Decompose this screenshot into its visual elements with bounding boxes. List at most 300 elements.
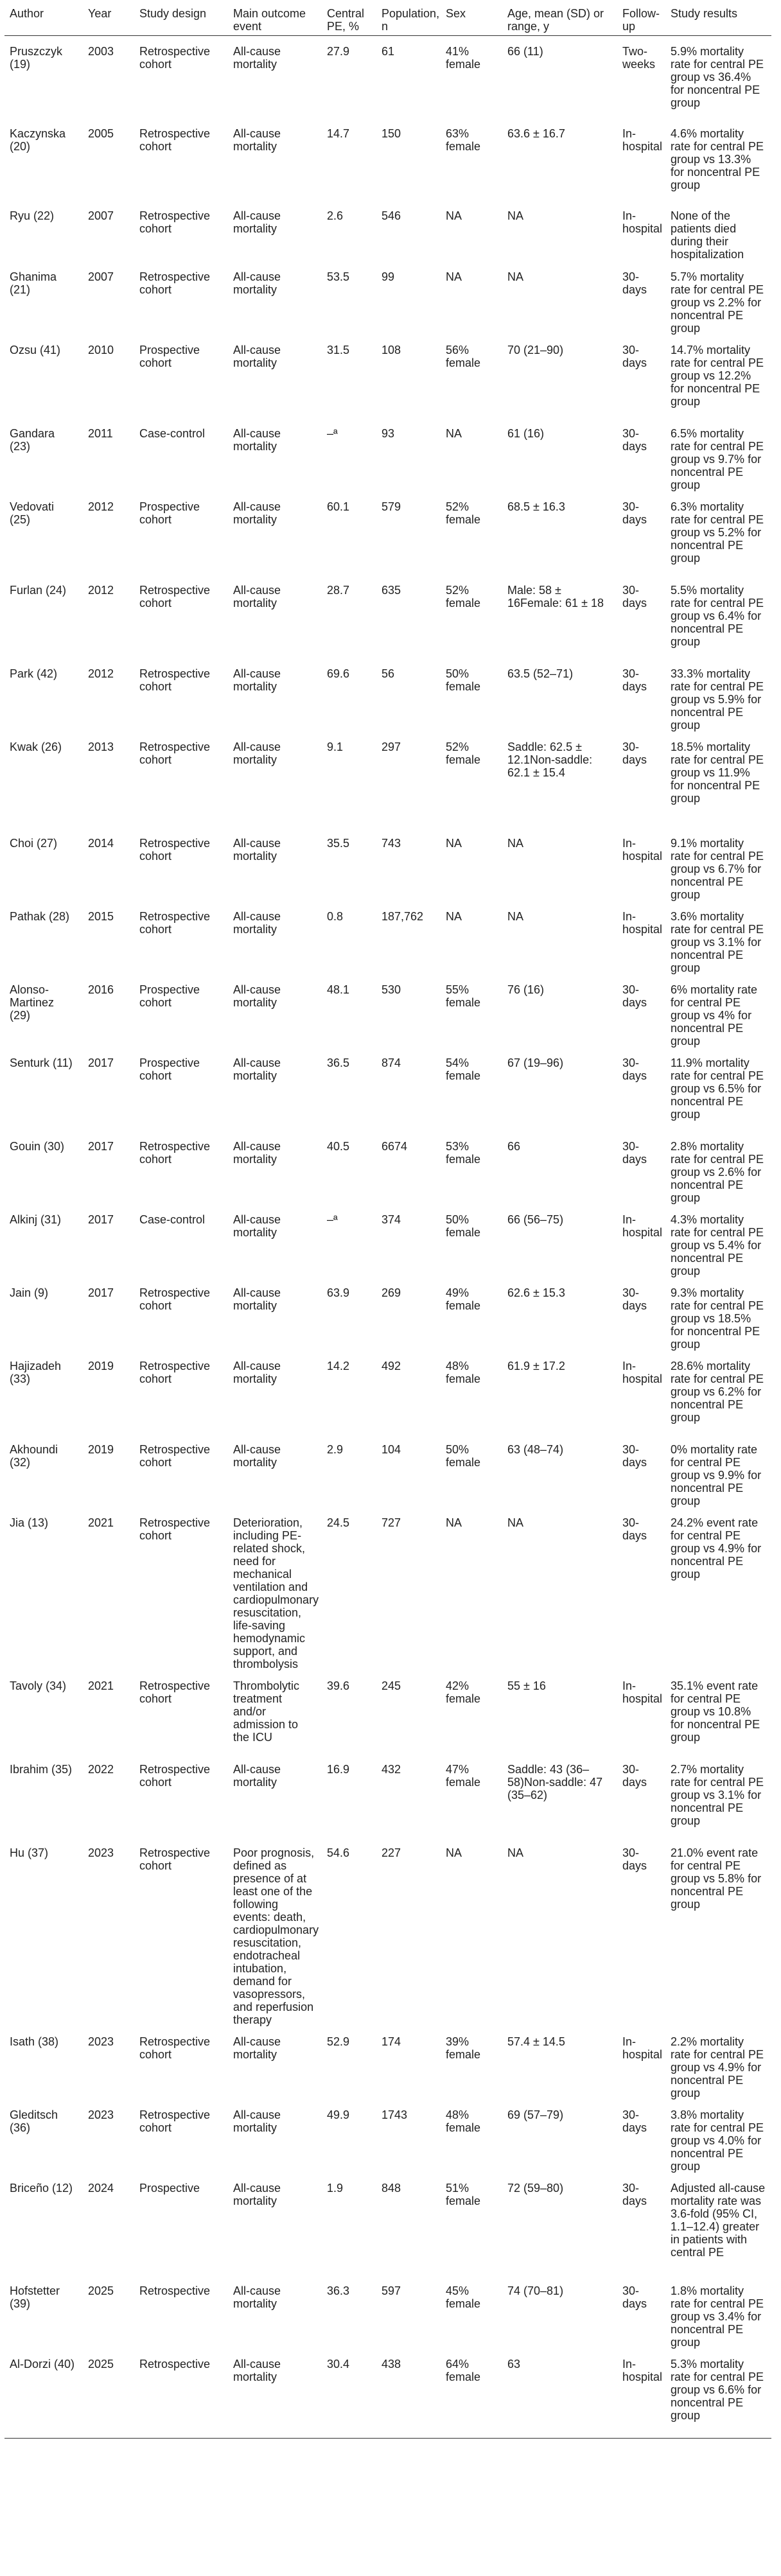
table-cell: All-cause mortality — [233, 270, 281, 296]
table-cell: 104 — [382, 1442, 401, 1456]
table-cell: 48% female — [446, 1359, 481, 1385]
table-row — [4, 732, 771, 828]
table-row — [4, 901, 771, 974]
table-cell: Retrospective cohort — [139, 836, 211, 863]
table-cell: 30-days — [622, 1442, 647, 1469]
table-cell: 61 — [382, 45, 395, 58]
table-body — [4, 36, 771, 2439]
table-cell: 0.8 — [327, 909, 344, 923]
table-cell: 2017 — [88, 1139, 114, 1153]
table-cell: 2012 — [88, 667, 114, 680]
table-cell: 2023 — [88, 2035, 114, 2048]
table-cell: Kaczynska (20) — [10, 127, 66, 153]
table-cell: 2.8% mortality rate for central PE group vs 2.6% for noncentral PE group — [671, 1139, 764, 1204]
table-cell: 727 — [382, 1516, 401, 1529]
table-cell: 49% female — [446, 1286, 481, 1312]
table-cell: 2012 — [88, 583, 114, 597]
table-cell: 36.3 — [327, 2284, 350, 2297]
table-cell: Ghanima (21) — [10, 270, 57, 296]
table-cell: 53% female — [446, 1139, 481, 1166]
table-cell: Jain (9) — [10, 1286, 49, 1299]
table-cell: 63 (48–74) — [507, 1442, 564, 1456]
table-row — [4, 1754, 771, 1837]
table-cell: Retrospective — [139, 2284, 211, 2297]
table-cell: 61 (16) — [507, 426, 545, 440]
table-cell: Hajizadeh (33) — [10, 1359, 62, 1385]
table-cell: 6% mortality rate for central PE group vs 4% for noncentral PE group — [671, 983, 758, 1047]
table-cell: All-cause mortality — [233, 1286, 281, 1312]
table-cell: 39.6 — [327, 1679, 350, 1692]
table-cell: Retrospective cohort — [139, 45, 211, 71]
table-cell: All-cause mortality — [233, 983, 281, 1009]
table-cell: 743 — [382, 836, 401, 850]
table-cell: 2014 — [88, 836, 114, 850]
table-cell: In-hospital — [622, 1359, 663, 1385]
table-cell: Tavoly (34) — [10, 1679, 67, 1692]
table-cell: 2025 — [88, 2284, 114, 2297]
table-cell: 50% female — [446, 667, 481, 693]
table-row — [4, 491, 771, 575]
table-cell: 28.7 — [327, 583, 350, 597]
table-cell: 63.5 (52–71) — [507, 667, 574, 680]
table-cell: 3.6% mortality rate for central PE group vs 3.1% for noncentral PE group — [671, 909, 764, 974]
table-cell: Hofstetter (39) — [10, 2284, 60, 2310]
table-row — [4, 200, 771, 261]
table-cell: Retrospective cohort — [139, 2108, 211, 2134]
table-row — [4, 2026, 771, 2099]
table-cell: 174 — [382, 2035, 401, 2048]
table-cell: 2017 — [88, 1056, 114, 1069]
studies-table — [4, 0, 771, 2439]
table-cell: 2019 — [88, 1442, 114, 1456]
table-cell: 5.5% mortality rate for central PE group vs 6.4% for noncentral PE group — [671, 583, 764, 648]
table-cell: In-hospital — [622, 909, 663, 936]
table-cell: All-cause mortality — [233, 426, 281, 453]
table-cell: 63% female — [446, 127, 481, 153]
table-cell: Pathak (28) — [10, 909, 70, 923]
table-cell: 14.7 — [327, 127, 350, 140]
table-cell: 55% female — [446, 983, 481, 1009]
table-cell: –ª — [327, 426, 338, 440]
table-cell: 56% female — [446, 343, 481, 369]
table-cell: 54.6 — [327, 1846, 350, 1859]
table-cell: 69 (57–79) — [507, 2108, 564, 2121]
table-cell: 54% female — [446, 1056, 481, 1082]
table-cell: 30-days — [622, 740, 647, 766]
table-cell: 227 — [382, 1846, 401, 1859]
table-cell: 4.6% mortality rate for central PE group vs 13.3% for noncentral PE group — [671, 127, 764, 191]
table-cell: NA — [446, 209, 462, 222]
table-cell: 30-days — [622, 1139, 647, 1166]
table-cell: Prospective cohort — [139, 1056, 200, 1082]
table-cell: 42% female — [446, 1679, 481, 1705]
table-cell: All-cause mortality — [233, 740, 281, 766]
table-cell: Poor prognosis, defined as presence of at least one of the following events: death, cardiopulmonary resuscitation, endotracheal intubation, demand for vasopressors, and reperfusion therapy — [233, 1846, 319, 2026]
table-cell: 33.3% mortality rate for central PE group vs 5.9% for noncentral PE group — [671, 667, 764, 732]
table-cell: Senturk (11) — [10, 1056, 73, 1069]
table-cell: All-cause mortality — [233, 1762, 281, 1789]
table-cell: Retrospective cohort — [139, 1359, 211, 1385]
table-cell: 4.3% mortality rate for central PE group vs 5.4% for noncentral PE group — [671, 1213, 764, 1277]
table-cell: 51% female — [446, 2181, 481, 2207]
table-cell: All-cause mortality — [233, 2035, 281, 2061]
table-cell: 2013 — [88, 740, 114, 753]
table-cell: 9.3% mortality rate for central PE group vs 18.5% for noncentral PE group — [671, 1286, 764, 1351]
table-cell: 30-days — [622, 270, 647, 296]
table-cell: All-cause mortality — [233, 1056, 281, 1082]
table-cell: All-cause mortality — [233, 45, 281, 71]
table-cell: 62.6 ± 15.3 — [507, 1286, 565, 1299]
table-cell: 2003 — [88, 45, 114, 58]
table-row — [4, 118, 771, 200]
table-cell: 57.4 ± 14.5 — [507, 2035, 565, 2048]
table-cell: 30-days — [622, 1516, 647, 1542]
table-cell: 52% female — [446, 583, 481, 609]
column-header: Follow-up — [617, 0, 665, 36]
table-cell: 874 — [382, 1056, 401, 1069]
table-row — [4, 575, 771, 658]
table-cell: 53.5 — [327, 270, 350, 283]
table-cell: In-hospital — [622, 1679, 663, 1705]
table-cell: 2025 — [83, 2349, 134, 2439]
table-cell: Retrospective — [134, 2349, 228, 2439]
table-cell: Saddle: 43 (36–58)Non-saddle: 47 (35–62) — [507, 1762, 603, 1801]
table-cell: All-cause mortality — [233, 583, 281, 609]
table-cell: 35.5 — [327, 836, 350, 850]
table-cell: 30-days — [622, 983, 647, 1009]
table-cell: Retrospective cohort — [139, 1762, 211, 1789]
table-cell: Choi (27) — [10, 836, 58, 850]
table-cell: 69.6 — [327, 667, 350, 680]
table-cell: Jia (13) — [10, 1516, 49, 1529]
table-cell: 60.1 — [327, 500, 350, 513]
table-cell: 5.9% mortality rate for central PE group vs 36.4% for noncentral PE group — [671, 45, 764, 109]
table-cell: 66 (11) — [507, 45, 543, 58]
table-cell: NA — [507, 270, 524, 283]
table-cell: 56 — [382, 667, 395, 680]
table-cell: 9.1 — [327, 740, 344, 753]
table-cell: Prospective cohort — [139, 500, 200, 526]
table-row — [4, 828, 771, 901]
table-cell: All-cause mortality — [233, 127, 281, 153]
table-cell: 5.7% mortality rate for central PE group vs 2.2% for noncentral PE group — [671, 270, 764, 335]
table-cell: 52% female — [446, 740, 481, 766]
table-cell: Retrospective cohort — [139, 1442, 211, 1469]
table-cell: 2.2% mortality rate for central PE group vs 4.9% for noncentral PE group — [671, 2035, 764, 2099]
table-cell: 9.1% mortality rate for central PE group vs 6.7% for noncentral PE group — [671, 836, 764, 901]
table-cell: 2.6 — [327, 209, 344, 222]
column-header: Central PE, % — [322, 0, 376, 36]
table-cell: 49.9 — [327, 2108, 350, 2121]
table-cell: Gouin (30) — [10, 1139, 65, 1153]
table-cell: 63.9 — [327, 1286, 350, 1299]
table-cell: 2022 — [88, 1762, 114, 1776]
table-cell: 2010 — [88, 343, 114, 356]
table-cell: 108 — [382, 343, 401, 356]
table-cell: 41% female — [446, 45, 481, 71]
column-header: Main outcome event — [228, 0, 322, 36]
table-cell: In-hospital — [617, 2349, 665, 2439]
table-cell: 6.3% mortality rate for central PE group vs 5.2% for noncentral PE group — [671, 500, 764, 565]
table-cell: 64% female — [441, 2349, 502, 2439]
table-cell: 492 — [382, 1359, 401, 1372]
table-cell: 31.5 — [327, 343, 350, 356]
table-cell: Retrospective cohort — [139, 1286, 211, 1312]
table-cell: 635 — [382, 583, 401, 597]
table-cell: Vedovati (25) — [10, 500, 55, 526]
table-row — [4, 36, 771, 118]
table-cell: NA — [446, 909, 462, 923]
table-cell: 269 — [382, 1286, 401, 1299]
table-cell: Retrospective cohort — [139, 2035, 211, 2061]
table-cell: 374 — [382, 1213, 401, 1226]
table-cell: NA — [446, 836, 462, 850]
table-cell: 579 — [382, 500, 401, 513]
table-cell: 48.1 — [327, 983, 350, 996]
table-cell: Two-weeks — [622, 45, 656, 71]
table-cell: All-cause mortality — [233, 909, 281, 936]
table-cell: 438 — [376, 2349, 441, 2439]
table-cell: Pruszczyk (19) — [10, 45, 63, 71]
table-cell: 1743 — [382, 2108, 408, 2121]
table-cell: In-hospital — [622, 2035, 663, 2061]
table-cell: 2007 — [88, 209, 114, 222]
table-row — [4, 1434, 771, 1507]
table-cell: NA — [446, 426, 462, 440]
column-header: Age, mean (SD) or range, y — [502, 0, 617, 36]
table-cell: 2005 — [88, 127, 114, 140]
table-cell: 30-days — [622, 343, 647, 369]
table-cell: NA — [446, 1516, 462, 1529]
table-cell: 72 (59–80) — [507, 2181, 564, 2195]
table-cell: 30-days — [622, 583, 647, 609]
table-cell: 6.5% mortality rate for central PE group vs 9.7% for noncentral PE group — [671, 426, 764, 491]
table-cell: NA — [507, 909, 524, 923]
table-cell: 6674 — [382, 1139, 408, 1153]
table-cell: 74 (70–81) — [507, 2284, 564, 2297]
table-cell: Retrospective cohort — [139, 667, 211, 693]
table-cell: All-cause mortality — [233, 500, 281, 526]
table-row — [4, 1351, 771, 1434]
table-cell: All-cause mortality — [233, 1213, 281, 1239]
table-row — [4, 1047, 771, 1131]
table-cell: 1.9 — [327, 2181, 344, 2195]
table-cell: 30-days — [622, 2181, 647, 2207]
table-row — [4, 1204, 771, 1277]
table-cell: Isath (38) — [10, 2035, 59, 2048]
table-cell: 27.9 — [327, 45, 350, 58]
table-cell: 16.9 — [327, 1762, 350, 1776]
table-cell: All-cause mortality — [233, 2284, 281, 2310]
table-cell: All-cause mortality — [233, 209, 281, 235]
table-cell: 93 — [382, 426, 395, 440]
table-cell: 47% female — [446, 1762, 481, 1789]
table-cell: 45% female — [446, 2284, 481, 2310]
table-cell: Alkinj (31) — [10, 1213, 62, 1226]
table-cell: Retrospective cohort — [139, 209, 211, 235]
table-cell: 2017 — [88, 1213, 114, 1226]
table-cell: 432 — [382, 1762, 401, 1776]
table-cell: 63.6 ± 16.7 — [507, 127, 565, 140]
table-cell: All-cause mortality — [233, 667, 281, 693]
table-cell: 2024 — [88, 2181, 114, 2195]
table-cell: All-cause mortality — [233, 2108, 281, 2134]
table-cell: Ozsu (41) — [10, 343, 61, 356]
table-cell: 28.6% mortality rate for central PE group vs 6.2% for noncentral PE group — [671, 1359, 764, 1424]
table-cell: 2015 — [88, 909, 114, 923]
table-cell: –ª — [327, 1213, 338, 1226]
table-cell: 63 — [502, 2349, 617, 2439]
table-cell: Hu (37) — [10, 1846, 49, 1859]
table-cell: 55 ± 16 — [507, 1679, 546, 1692]
table-cell: 30-days — [622, 1846, 647, 1872]
table-cell: Deterioration, including PE-related shock, need for mechanical ventilation and cardiopulmonary resuscitation, life-saving hemodynamic support, and thrombolysis — [233, 1516, 319, 1670]
table-cell: 3.8% mortality rate for central PE group vs 4.0% for noncentral PE group — [671, 2108, 764, 2173]
table-cell: 30-days — [622, 426, 647, 453]
table-cell: 66 (56–75) — [507, 1213, 564, 1226]
table-cell: In-hospital — [622, 209, 663, 235]
table-cell: NA — [507, 209, 524, 222]
table-cell: Gleditsch (36) — [10, 2108, 58, 2134]
column-header: Sex — [441, 0, 502, 36]
table-cell: In-hospital — [622, 1213, 663, 1239]
table-cell: Retrospective cohort — [139, 583, 211, 609]
table-cell: Ibrahim (35) — [10, 1762, 73, 1776]
table-cell: All-cause mortality — [233, 2181, 281, 2207]
table-cell: 245 — [382, 1679, 401, 1692]
table-cell: Retrospective cohort — [139, 740, 211, 766]
table-cell: 2.7% mortality rate for central PE group vs 3.1% for noncentral PE group — [671, 1762, 764, 1827]
table-cell: 30-days — [622, 1286, 647, 1312]
table-cell: In-hospital — [622, 836, 663, 863]
table-cell: 61.9 ± 17.2 — [507, 1359, 565, 1372]
table-cell: 2017 — [88, 1286, 114, 1299]
table-cell: 66 — [507, 1139, 521, 1153]
table-cell: Ryu (22) — [10, 209, 55, 222]
table-cell: Retrospective cohort — [139, 127, 211, 153]
table-cell: 2019 — [88, 1359, 114, 1372]
table-cell: 76 (16) — [507, 983, 545, 996]
column-header: Year — [83, 0, 134, 36]
table-cell: All-cause mortality — [233, 1442, 281, 1469]
table-cell: Briceño (12) — [10, 2181, 73, 2195]
table-cell: Kwak (26) — [10, 740, 62, 753]
table-cell: None of the patients died during their hospitalization — [671, 209, 744, 261]
table-row — [4, 418, 771, 491]
table-cell: Retrospective cohort — [139, 1679, 211, 1705]
table-row — [4, 2349, 771, 2439]
table-cell: 52.9 — [327, 2035, 350, 2048]
table-cell: Gandara (23) — [10, 426, 55, 453]
table-cell: Saddle: 62.5 ± 12.1Non-saddle: 62.1 ± 15.4 — [507, 740, 593, 779]
table-cell: Case-control — [139, 426, 206, 440]
table-cell: 52% female — [446, 500, 481, 526]
table-cell: 187,762 — [382, 909, 424, 923]
table-cell: Retrospective cohort — [139, 1139, 211, 1166]
table-cell: 30-days — [622, 2284, 647, 2310]
table-cell: 30-days — [622, 1056, 647, 1082]
table-cell: 14.2 — [327, 1359, 350, 1372]
table-cell: 30-days — [622, 1762, 647, 1789]
table-cell: 30-days — [622, 667, 647, 693]
table-row — [4, 974, 771, 1047]
table-cell: All-cause mortality — [233, 1139, 281, 1166]
table-cell: Alonso-Martinez (29) — [10, 983, 55, 1022]
table-cell: Retrospective cohort — [139, 1846, 211, 1872]
table-cell: 14.7% mortality rate for central PE group vs 12.2% for noncentral PE group — [671, 343, 764, 408]
table-cell: All-cause mortality — [233, 836, 281, 863]
table-cell: 2.9 — [327, 1442, 344, 1456]
table-cell: NA — [507, 1846, 524, 1859]
table-cell: 30-days — [622, 500, 647, 526]
table-row — [4, 2173, 771, 2275]
table-cell: Prospective cohort — [139, 343, 200, 369]
table-cell: NA — [446, 270, 462, 283]
table-cell: Retrospective cohort — [139, 270, 211, 296]
table-cell: 2023 — [88, 2108, 114, 2121]
column-header: Author — [4, 0, 83, 36]
table-cell: 50% female — [446, 1213, 481, 1239]
table-cell: 18.5% mortality rate for central PE group vs 11.9% for noncentral PE group — [671, 740, 764, 805]
table-cell: 546 — [382, 209, 401, 222]
table-cell: 530 — [382, 983, 401, 996]
table-cell: Adjusted all-cause mortality rate was 3.6-fold (95% CI, 1.1–12.4) greater in patients with central PE — [671, 2181, 766, 2259]
column-header: Study design — [134, 0, 228, 36]
table-cell: Prospective — [139, 2181, 200, 2195]
table-cell: 24.2% event rate for central PE group vs 4.9% for noncentral PE group — [671, 1516, 762, 1581]
table-cell: Furlan (24) — [10, 583, 67, 597]
table-row — [4, 2099, 771, 2173]
table-cell: 2021 — [88, 1679, 114, 1692]
table-row — [4, 1670, 771, 1754]
table-row — [4, 1837, 771, 2026]
table-cell: 2016 — [88, 983, 114, 996]
table-cell: 2011 — [88, 426, 113, 440]
table-cell: 2007 — [88, 270, 114, 283]
table-cell: 30-days — [622, 2108, 647, 2134]
table-row — [4, 1507, 771, 1670]
table-cell: 35.1% event rate for central PE group vs 10.8% for noncentral PE group — [671, 1679, 760, 1744]
column-header: Population, n — [376, 0, 441, 36]
table-cell: 50% female — [446, 1442, 481, 1469]
table-header-row — [4, 0, 771, 36]
table-cell: Thrombolytic treatment and/or admission to the ICU — [233, 1679, 300, 1744]
table-cell: 70 (21–90) — [507, 343, 564, 356]
table-cell: 21.0% event rate for central PE group vs 5.8% for noncentral PE group — [671, 1846, 762, 1911]
table-cell: 2012 — [88, 500, 114, 513]
table-cell: NA — [446, 1846, 462, 1859]
table-cell: 11.9% mortality rate for central PE group vs 6.5% for noncentral PE group — [671, 1056, 764, 1121]
table-cell: 67 (19–96) — [507, 1056, 564, 1069]
column-header: Study results — [665, 0, 771, 36]
table-cell: 848 — [382, 2181, 401, 2195]
table-cell: Akhoundi (32) — [10, 1442, 58, 1469]
table-cell: 30.4 — [322, 2349, 376, 2439]
table-cell: Park (42) — [10, 667, 58, 680]
table-cell: NA — [507, 1516, 524, 1529]
table-cell: Case-control — [139, 1213, 206, 1226]
table-cell: Prospective cohort — [139, 983, 200, 1009]
table-cell: 48% female — [446, 2108, 481, 2134]
table-cell: 297 — [382, 740, 401, 753]
table-cell: 40.5 — [327, 1139, 350, 1153]
table-cell: Retrospective cohort — [139, 1516, 211, 1542]
table-row — [4, 335, 771, 418]
table-cell: Male: 58 ± 16Female: 61 ± 18 — [507, 583, 604, 609]
table-cell: 36.5 — [327, 1056, 350, 1069]
table-cell: 2021 — [88, 1516, 114, 1529]
table-row — [4, 1277, 771, 1351]
